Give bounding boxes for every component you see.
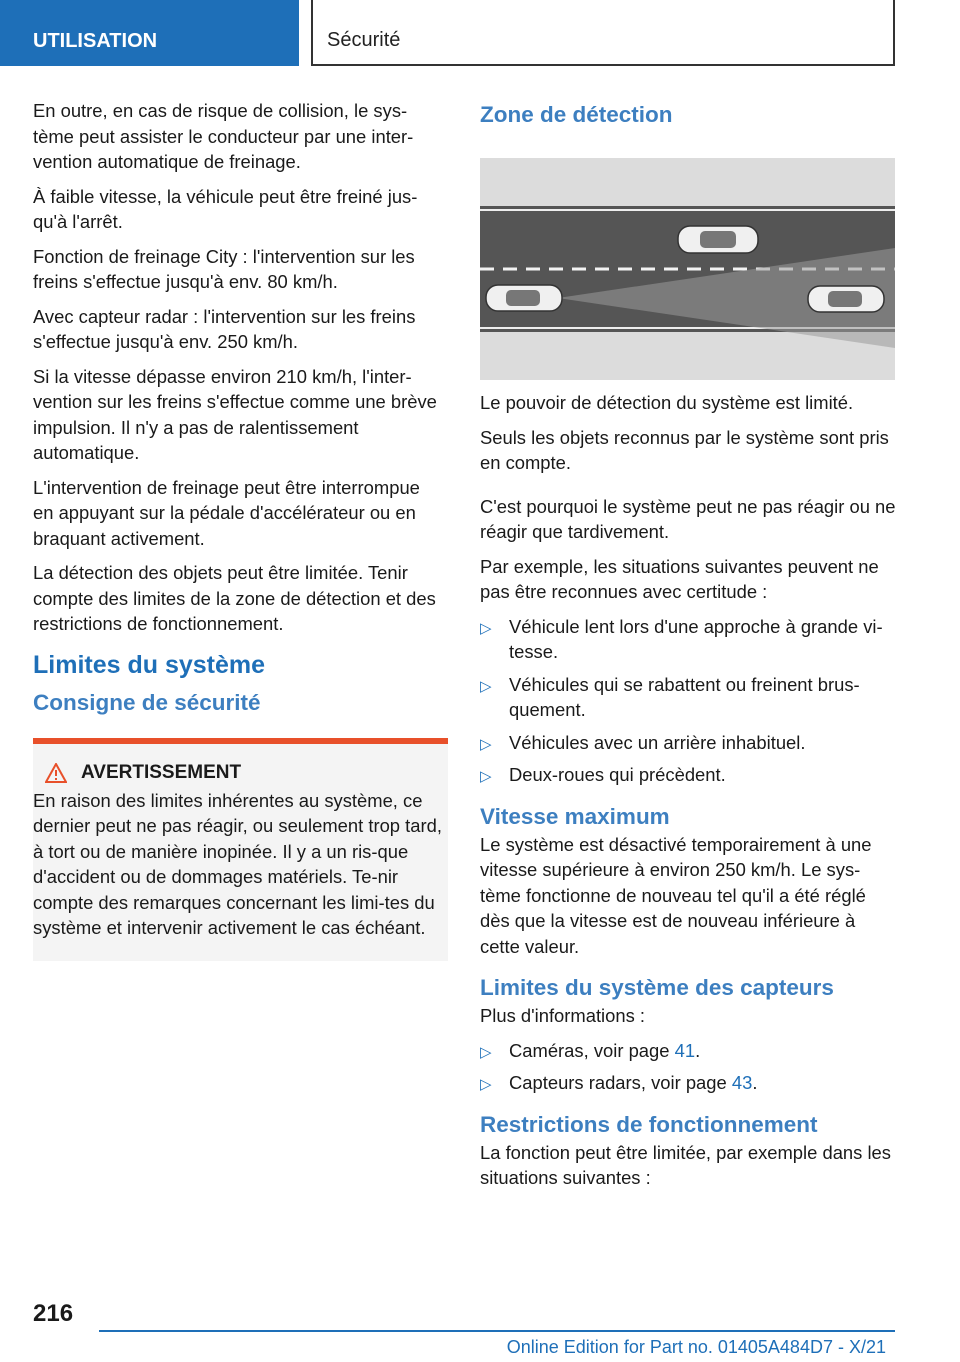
detection-zone-illustration — [480, 158, 895, 380]
section-title: UTILISATION — [33, 30, 158, 52]
right-column — [480, 98, 898, 1200]
list-item: ▷ Véhicules avec un arrière inhabituel. — [480, 730, 898, 756]
paragraph: L'intervention de freinage peut être interrompue en appuyant sur la pédale d'accélérateur ou en braquant activement. — [33, 476, 420, 549]
paragraph: Seuls les objets reconnus par le système sont pris en compte. — [480, 426, 889, 473]
list-item: ▷ Véhicules qui se rabattent ou freinent brus-quement. — [480, 673, 860, 720]
paragraph: Si la vitesse dépasse environ 210 km/h, l'inter-vention sur les freins s'effectue comme une brève impulsion. Il n'y a pas de ralentissement automatique. — [33, 365, 437, 463]
max-speed-heading: Vitesse maximum — [480, 803, 670, 829]
warning-box — [33, 738, 448, 961]
paragraph: Par exemple, les situations suivantes peuvent ne pas être reconnues avec certitude : — [480, 555, 879, 602]
paragraph: Avec capteur radar : l'intervention sur les freins s'effectue jusqu'à env. 250 km/h. — [33, 305, 416, 352]
paragraph: À faible vitesse, la véhicule peut être freiné jus-qu'à l'arrêt. — [33, 185, 418, 232]
bullet-triangle-icon: ▷ — [480, 619, 492, 637]
situation-list — [480, 614, 898, 788]
page-number: 216 — [33, 1300, 74, 1327]
subsection-title: Sécurité — [327, 29, 401, 51]
paragraph: Le pouvoir de détection du système est limité. — [480, 392, 854, 413]
section-heading: Limites du système — [33, 650, 266, 679]
section-tab — [0, 0, 299, 66]
left-column — [33, 98, 443, 961]
paragraph: Fonction de freinage City : l'intervention sur les freins s'effectue jusqu'à env. 80 km/h. — [33, 245, 415, 292]
car-icon — [808, 286, 884, 312]
bullet-triangle-icon: ▷ — [480, 1076, 492, 1093]
subsection-header — [311, 0, 895, 66]
edition-text: Online Edition for Part no. 01405A484D7 - X/21 — [506, 1337, 886, 1357]
list-item: ▷ Véhicule lent lors d'une approche à grande vi-tesse. — [480, 615, 883, 662]
warning-title: AVERTISSEMENT — [81, 761, 242, 783]
list-item: ▷ Deux-roues qui précèdent. — [480, 762, 898, 788]
paragraph: C'est pourquoi le système peut ne pas réagir ou ne réagir que tardivement. — [480, 495, 896, 542]
sensor-list — [480, 1038, 898, 1096]
bullet-triangle-icon: ▷ — [480, 735, 492, 753]
footer-divider — [99, 1330, 895, 1332]
bullet-triangle-icon: ▷ — [480, 768, 492, 785]
car-icon — [486, 285, 562, 311]
page-link[interactable]: 43 — [731, 1072, 753, 1093]
car-icon — [678, 226, 758, 253]
paragraph: Le système est désactivé temporairement à une vitesse supérieure à environ 250 km/h. Le sys-tème fonctionne de nouveau tel qu'il a été réglé dès que la vitesse est de nouveau inférieure à cette valeur. — [480, 833, 872, 957]
warning-triangle-icon — [45, 763, 67, 783]
detection-zone-heading: Zone de détection — [480, 102, 673, 127]
page-link[interactable]: 41 — [674, 1039, 696, 1061]
sensor-limits-heading: Limites du système des capteurs — [480, 975, 834, 1000]
paragraph: La détection des objets peut être limitée. Tenir compte des limites de la zone de détection et des restrictions de fonctionnement. — [33, 562, 436, 634]
subsection-heading: Consigne de sécurité — [33, 689, 261, 715]
list-item: ▷ Capteurs radars, voir page 43. — [480, 1070, 898, 1096]
warning-text: En raison des limites inhérentes au système, ce dernier peut ne pas réagir, ou seulement trop tard, à tort ou de manière inopinée. Il y a un ris-que d'accident ou de dommages matériels. Te-nir compte des remarques concernant les limi-tes du système et intervenir activement le cas échéant. — [33, 789, 442, 938]
paragraph: En outre, en cas de risque de collision, le sys-tème peut assister le conducteur par une inter-vention automatique de freinage. — [33, 100, 414, 172]
bullet-triangle-icon: ▷ — [480, 1043, 492, 1061]
bullet-triangle-icon: ▷ — [480, 677, 492, 695]
warning-header — [45, 762, 444, 784]
paragraph: La fonction peut être limitée, par exemple dans les situations suivantes : — [480, 1141, 891, 1188]
restrictions-heading: Restrictions de fonctionnement — [480, 1111, 818, 1137]
paragraph: Plus d'informations : — [480, 1005, 646, 1026]
list-item: ▷ Caméras, voir page 41. — [480, 1038, 898, 1064]
